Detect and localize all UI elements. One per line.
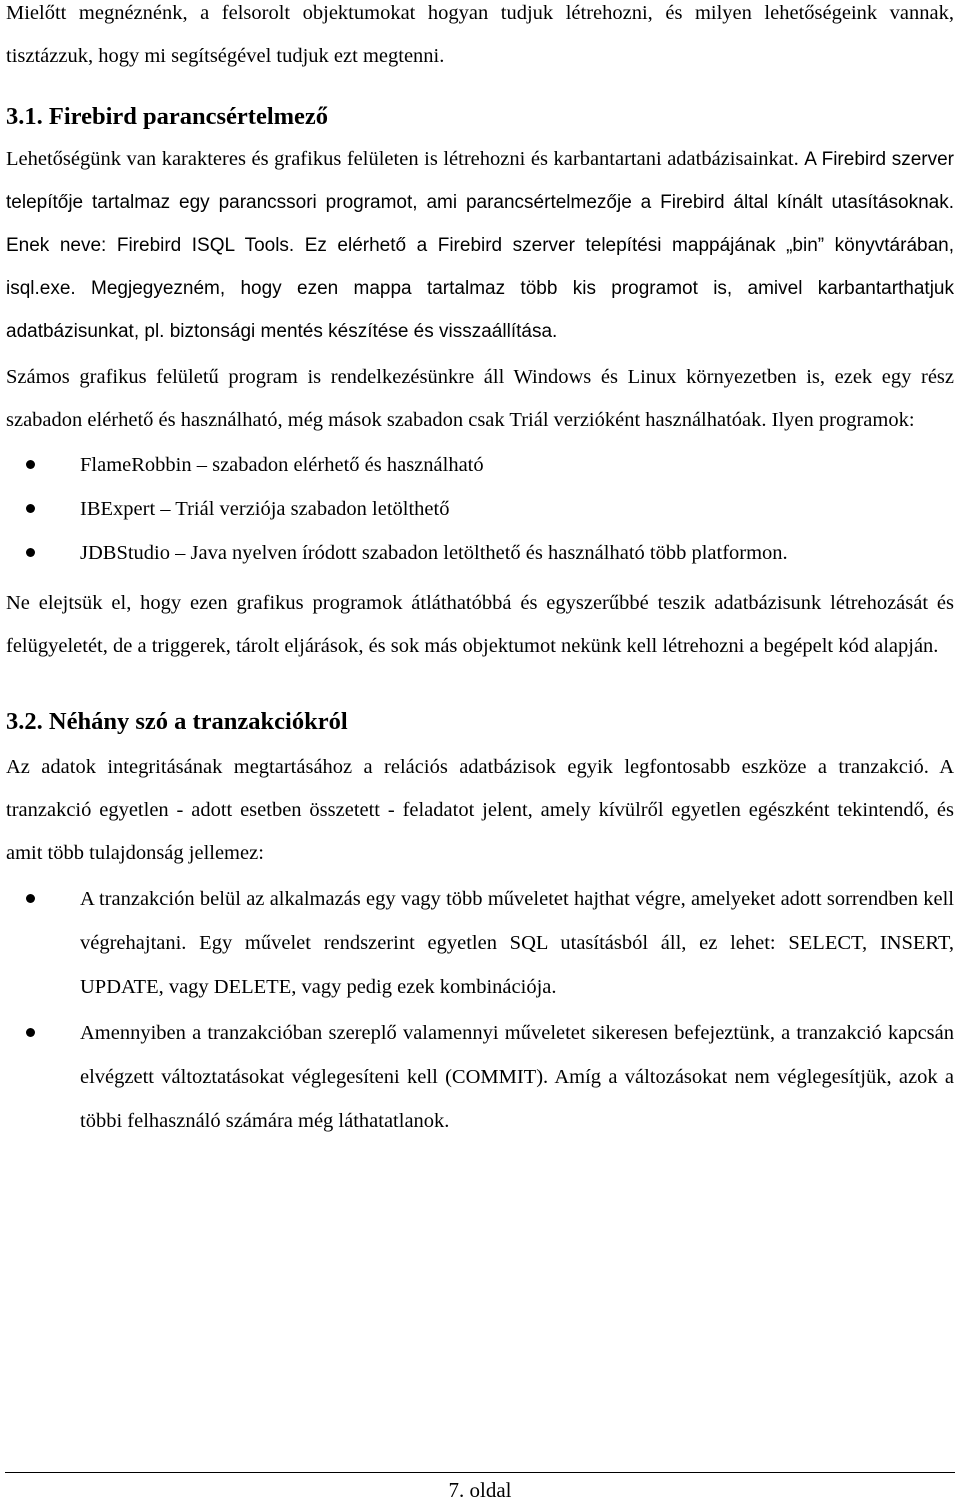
list-item: A tranzakción belül az alkalmazás egy vagy több műveletet hajthat végre, amelyeket adott sorrendben kell végrehajtani. Egy művelet rendszerint egyetlen SQL utasításból áll, ez lehet: SELECT, INSERT, UPDATE, vagy DELETE, vagy pedig ezek kombinációja. xyxy=(6,877,954,1009)
document-page xyxy=(6,0,954,1143)
section-heading-3-2: 3.2. Néhány szó a tranzakciókról xyxy=(6,708,348,735)
paragraph-transactions: Az adatok integritásának megtartásához a relációs adatbázisok egyik legfontosabb eszköze a tranzakció. A tranzakció egyetlen - adott esetben összetett - feladatot jelent, amely kívülről egyetlen egészként tekintendő, és amit több tulajdonság jellemez: xyxy=(6,756,954,864)
page-number: 7. oldal xyxy=(448,1478,512,1502)
paragraph-text: Lehetőségünk van karakteres és grafikus felületen is létrehozni és karbantartani adatbázisainkat. xyxy=(6,148,799,170)
paragraph-text-sans: A Firebird szerver telepítője tartalmaz egy parancssori programot, ami parancsértelmezője a Firebird által kínált utasításoknak. Enek neve: Firebird ISQL Tools. Ez elérhető a Firebird szerver telepítési mappájának „bin” könyvtárában, isql.exe. Megjegyezném, hogy ezen mappa tartalmaz több kis programot is, amivel karbantarthatjuk adatbázisunkat, pl. biztonsági mentés készítése és visszaállítása. xyxy=(6,149,955,342)
paragraph-graphical-programs: Számos grafikus felületű program is rendelkezésünkre áll Windows és Linux környezetben is, ezek egy rész szabadon elérhető és használható, még mások szabadon csak Triál verzióként használhatóak. Ilyen programok: xyxy=(6,366,954,431)
list-item: JDBStudio – Java nyelven íródott szabadon letölthető és használható több platformon. xyxy=(6,531,954,575)
section-heading-3-1: 3.1. Firebird parancsértelmező xyxy=(6,103,329,130)
footer-divider xyxy=(5,1472,955,1473)
program-list xyxy=(6,443,954,575)
transaction-properties-list xyxy=(6,877,954,1143)
paragraph-firebird-tools xyxy=(6,138,954,353)
paragraph-graphical-note: Ne elejtsük el, hogy ezen grafikus programok átláthatóbbá és egyszerűbbé teszik adatbázisunk létrehozását és felügyeletét, de a triggerek, tárolt eljárások, és sok más objektumot nekünk kell létrehozni a begépelt kód alapján. xyxy=(6,592,954,657)
list-item: FlameRobbin – szabadon elérhető és használható xyxy=(6,443,954,487)
list-item: Amennyiben a tranzakcióban szereplő valamennyi műveletet sikeresen befejeztünk, a tranzakció kapcsán elvégzett változtatásokat véglegesíteni kell (COMMIT). Amíg a változásokat nem véglegesítjük, azok a többi felhasználó számára még láthatatlanok. xyxy=(6,1011,954,1143)
intro-paragraph: Mielőtt megnéznénk, a felsorolt objektumokat hogyan tudjuk létrehozni, és milyen lehetőségeink vannak, tisztázzuk, hogy mi segítségével tudjuk ezt megtenni. xyxy=(6,2,954,67)
list-item: IBExpert – Triál verziója szabadon letölthető xyxy=(6,487,954,531)
